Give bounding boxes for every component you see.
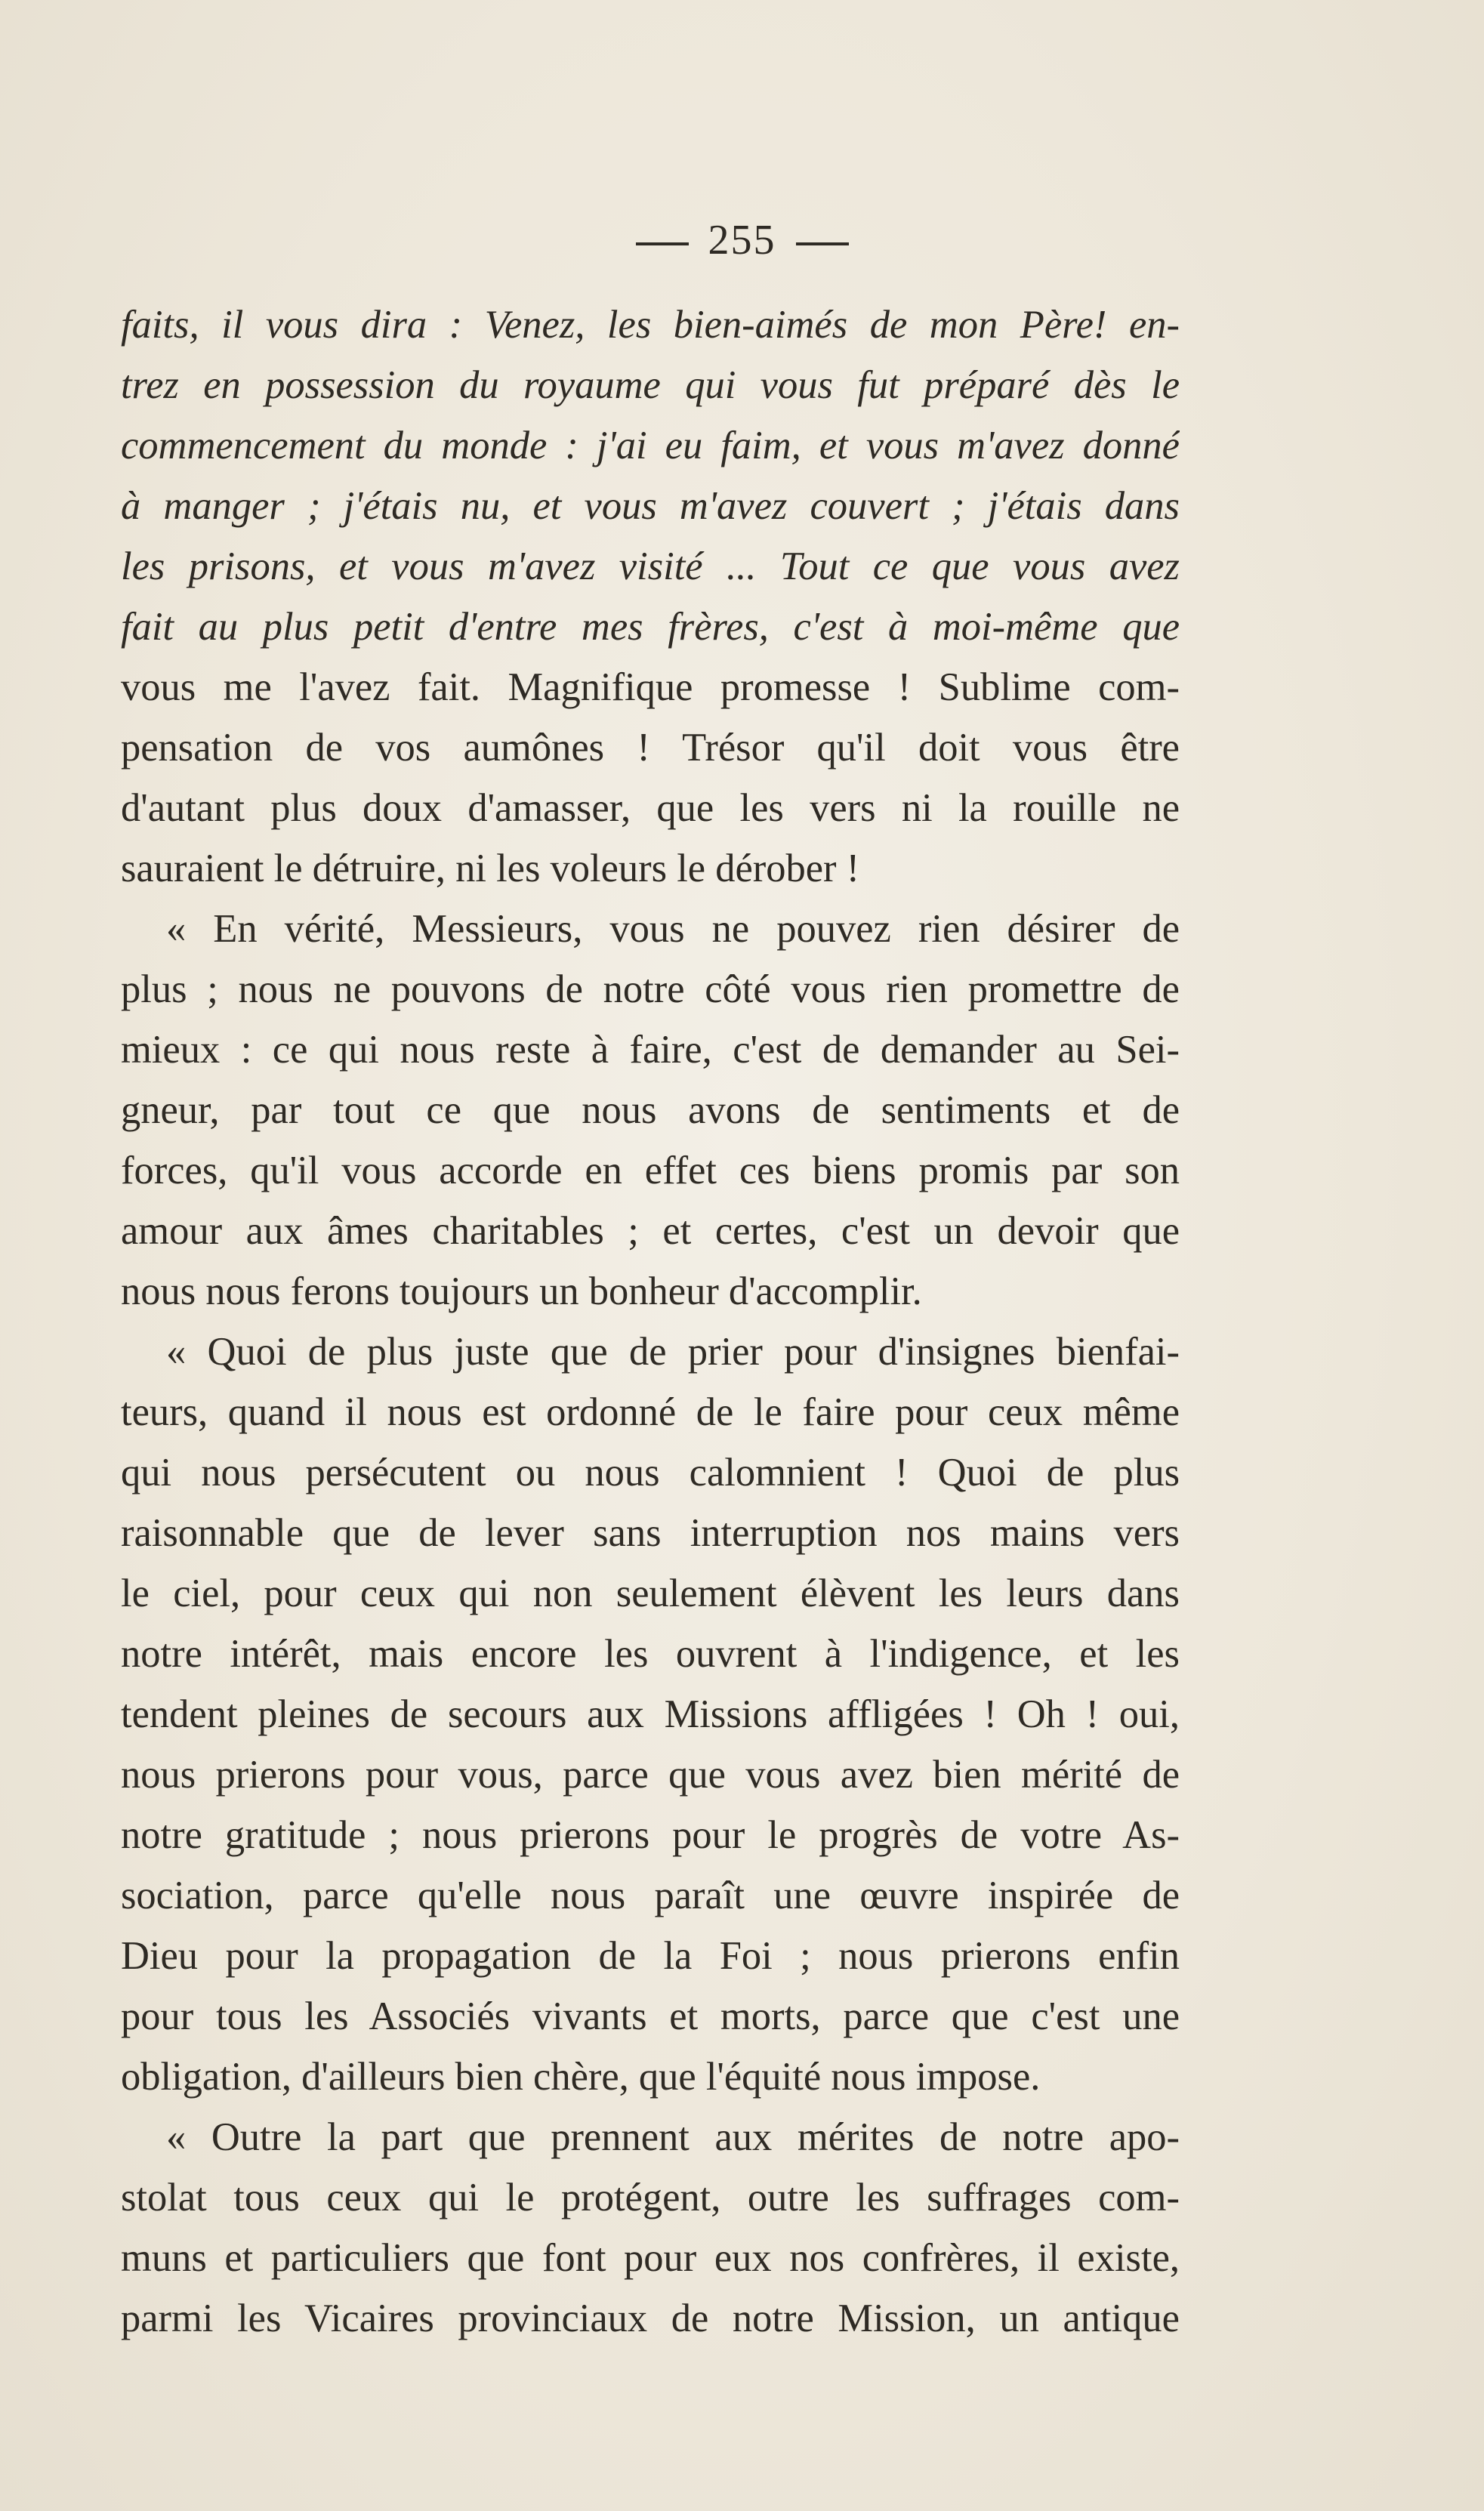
page-number: 255: [708, 217, 776, 264]
text-line: le ciel, pour ceux qui non seulement élèvent les leurs dans: [121, 1572, 1180, 1615]
text-line: qui nous persécutent ou nous calomnient ! Quoi de plus: [121, 1451, 1180, 1495]
text-line: faits, il vous dira : Venez, les bien-aimés de mon Père! en-: [121, 303, 1180, 347]
text-line: notre gratitude ; nous prierons pour le progrès de votre As-: [121, 1813, 1180, 1857]
text-line: Dieu pour la propagation de la Foi ; nous prierons enfin: [121, 1934, 1180, 1978]
text-line: les prisons, et vous m'avez visité ... Tout ce que vous avez: [121, 544, 1180, 588]
text-line: pensation de vos aumônes ! Trésor qu'il doit vous être: [121, 726, 1180, 770]
text-line: tendent pleines de secours aux Missions affligées ! Oh ! oui,: [121, 1692, 1180, 1736]
text-line: teurs, quand il nous est ordonné de le faire pour ceux même: [121, 1390, 1180, 1434]
text-line: pour tous les Associés vivants et morts, parce que c'est une: [121, 1994, 1180, 2038]
header-dash-left: [636, 242, 689, 245]
text-line: vous me l'avez fait. Magnifique promesse ! Sublime com-: [121, 665, 1180, 709]
header-dash-right: [796, 242, 849, 245]
text-line: notre intérêt, mais encore les ouvrent à l'indigence, et les: [121, 1632, 1180, 1676]
text-line: à manger ; j'étais nu, et vous m'avez couvert ; j'étais dans: [121, 484, 1180, 528]
text-line: « Outre la part que prennent aux mérites de notre apo-: [166, 2115, 1180, 2159]
text-line: fait au plus petit d'entre mes frères, c'est à moi-même que: [121, 605, 1180, 649]
body-text: [121, 295, 1180, 2349]
text-line: sociation, parce qu'elle nous paraît une œuvre inspirée de: [121, 1874, 1180, 1917]
text-line: nous nous ferons toujours un bonheur d'accomplir.: [121, 1269, 922, 1313]
text-line: muns et particuliers que font pour eux nos confrères, il existe,: [121, 2236, 1180, 2280]
text-line: gneur, par tout ce que nous avons de sentiments et de: [121, 1088, 1180, 1132]
text-line: commencement du monde : j'ai eu faim, et vous m'avez donné: [121, 424, 1180, 467]
text-line: raisonnable que de lever sans interruption nos mains vers: [121, 1511, 1180, 1555]
text-line: sauraient le détruire, ni les voleurs le dérober !: [121, 847, 860, 890]
text-line: mieux : ce qui nous reste à faire, c'est de demander au Sei-: [121, 1028, 1180, 1072]
text-line: plus ; nous ne pouvons de notre côté vous rien promettre de: [121, 967, 1180, 1011]
text-line: forces, qu'il vous accorde en effet ces biens promis par son: [121, 1149, 1180, 1192]
page-header: [0, 217, 1484, 264]
text-line: trez en possession du royaume qui vous fut préparé dès le: [121, 363, 1180, 407]
text-line: « Quoi de plus juste que de prier pour d'insignes bienfai-: [166, 1330, 1180, 1374]
text-line: obligation, d'ailleurs bien chère, que l'équité nous impose.: [121, 2055, 1041, 2099]
text-line: amour aux âmes charitables ; et certes, c'est un devoir que: [121, 1209, 1180, 1253]
text-line: « En vérité, Messieurs, vous ne pouvez rien désirer de: [166, 907, 1180, 951]
text-line: d'autant plus doux d'amasser, que les vers ni la rouille ne: [121, 786, 1180, 830]
text-line: nous prierons pour vous, parce que vous avez bien mérité de: [121, 1753, 1180, 1797]
text-line: stolat tous ceux qui le protégent, outre les suffrages com-: [121, 2176, 1180, 2219]
text-line: parmi les Vicaires provinciaux de notre Mission, un antique: [121, 2297, 1180, 2340]
